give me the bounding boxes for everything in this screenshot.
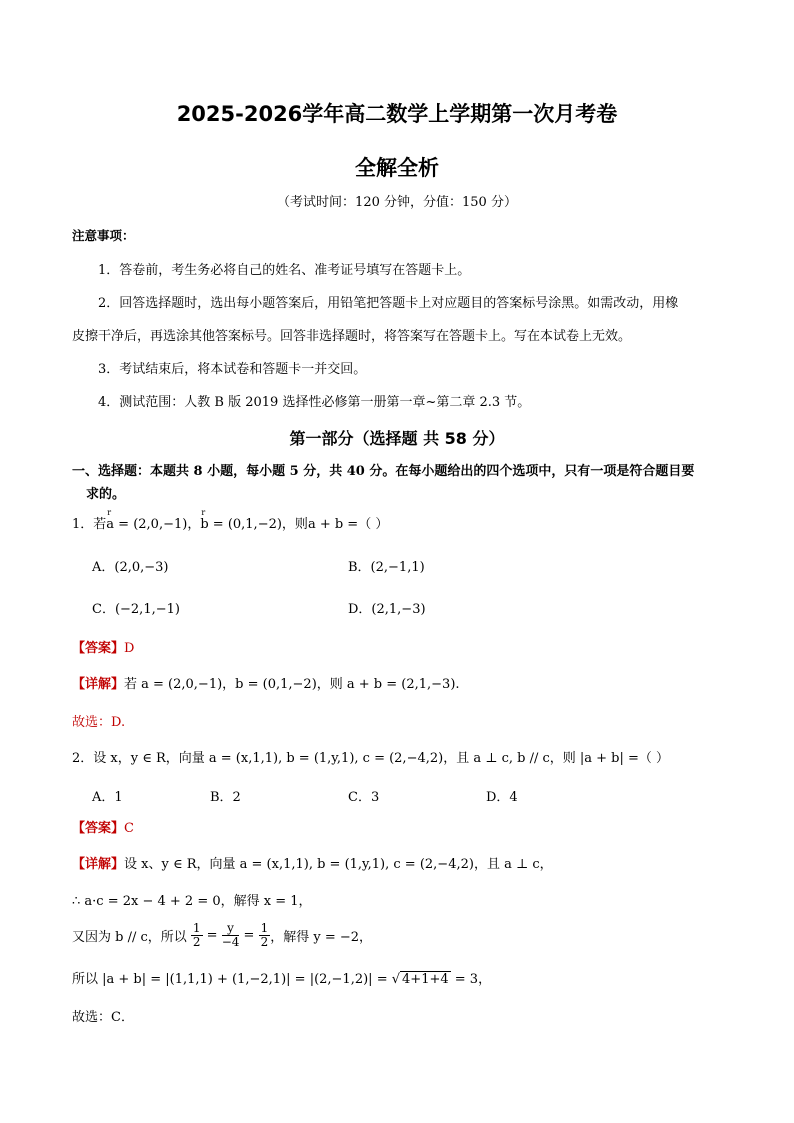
q2-detail-1 <box>72 853 553 872</box>
q2-option-d: D．4 <box>486 790 518 805</box>
q2-detail-4 <box>72 968 491 987</box>
q1-conclusion: 故选：D. <box>72 715 126 730</box>
notice-item-4: 4．测试范围：人教 B 版 2019 选择性必修第一册第一章~第二章 2.3 节。 <box>98 395 531 410</box>
answer-value: C <box>124 821 134 836</box>
sqrt-sign: √ <box>391 972 401 987</box>
frac-num: 1 <box>260 921 269 935</box>
frac-num: y <box>222 922 240 936</box>
fraction-1-2 <box>259 922 271 949</box>
q1-detail <box>72 673 460 692</box>
q1-b-value: = (0,1,−2)，则 <box>208 517 308 532</box>
q2-option-c: C．3 <box>348 790 380 805</box>
notice-item-3: 3．考试结束后，将本试卷和答题卡一并交回。 <box>98 362 367 377</box>
q2-detail-3 <box>72 922 372 949</box>
answer-value: D <box>124 641 135 656</box>
page-title: 2025-2026学年高二数学上学期第一次月考卷 <box>176 102 618 126</box>
equals: = <box>239 928 259 943</box>
q1-option-d: D．(2,1,−3) <box>348 602 426 617</box>
notice-item-2: 2．回答选择题时，选出每小题答案后，用铅笔把答题卡上对应题目的答案标号涂黑。如需改动，用橡 <box>98 296 679 311</box>
q1-a-value: = (2,0,−1)， <box>114 517 201 532</box>
detail-tag: 【详解】 <box>72 677 125 692</box>
q2-option-a: A．1 <box>92 790 123 805</box>
page-subtitle: 全解全析 <box>355 156 439 180</box>
section-title: 第一部分（选择题 共 58 分） <box>289 429 505 448</box>
detail-text: 设 x、y ∈ R，向量 a = (x,1,1), b = (1,y,1), c = (2,−4,2)，且 a ⊥ c， <box>124 857 553 872</box>
detail4-suffix: = 3， <box>450 972 492 987</box>
sqrt-content: 4+1+4 <box>402 972 449 987</box>
equals: = <box>202 928 222 943</box>
detail-tag: 【详解】 <box>72 857 125 872</box>
q2-option-b: B．2 <box>210 790 241 805</box>
q1-num: 1．若 <box>72 517 107 532</box>
vector-b: r b <box>200 517 208 532</box>
q2-answer <box>72 817 134 836</box>
detail-text: 若 a = (2,0,−1)，b = (0,1,−2)，则 a + b = (2,1,−3). <box>124 677 460 692</box>
fraction-y-neg4 <box>222 922 240 949</box>
q1-answer <box>72 637 134 656</box>
notice-heading: 注意事项： <box>72 228 135 243</box>
q2-conclusion: 故选：C． <box>72 1010 134 1025</box>
frac-den: 2 <box>192 935 201 949</box>
q1-option-c: C．(−2,1,−1) <box>92 602 180 617</box>
question-1-stem <box>72 513 388 532</box>
detail4-prefix: 所以 |a + b| = |(1,1,1) + (1,−2,1)| = |(2,−1,2)| = <box>72 972 392 987</box>
notice-item-1: 1．答卷前，考生务必将自己的姓名、准考证号填写在答题卡上。 <box>98 263 471 278</box>
q2-detail-2: ∴ a·c = 2x − 4 + 2 = 0，解得 x = 1， <box>72 894 312 909</box>
question-2-stem: 2．设 x，y ∈ R，向量 a = (x,1,1), b = (1,y,1), c = (2,−4,2)，且 a ⊥ c, b // c，则 |a + b| =（ ） <box>72 751 670 766</box>
q1-tail: =（ ） <box>343 517 389 532</box>
frac-den: 2 <box>260 935 269 949</box>
q1-option-a: A．(2,0,−3) <box>92 560 169 575</box>
detail3-suffix: ，解得 y = −2， <box>270 930 373 945</box>
detail3-prefix: 又因为 b // c，所以 <box>72 930 187 945</box>
frac-den: −4 <box>221 935 240 949</box>
fraction-1-2 <box>191 922 203 949</box>
q1-option-b: B．(2,−1,1) <box>348 560 425 575</box>
instructions-line2: 求的。 <box>86 487 126 502</box>
frac-num: 1 <box>192 921 201 935</box>
vector-a: r a <box>106 517 114 532</box>
instructions-line1: 一、选择题：本题共 8 小题，每小题 5 分，共 40 分。在每小题给出的四个选项中，只有一项是符合题目要 <box>72 464 695 479</box>
answer-tag: 【答案】 <box>72 821 125 836</box>
notice-item-2-cont: 皮擦干净后，再选涂其他答案标号。回答非选择题时，将答案写在答题卡上。写在本试卷上无效。 <box>72 329 632 344</box>
exam-info: （考试时间：120 分钟，分值：150 分） <box>277 195 517 210</box>
q1-expression: a + b <box>307 517 344 532</box>
answer-tag: 【答案】 <box>72 641 125 656</box>
